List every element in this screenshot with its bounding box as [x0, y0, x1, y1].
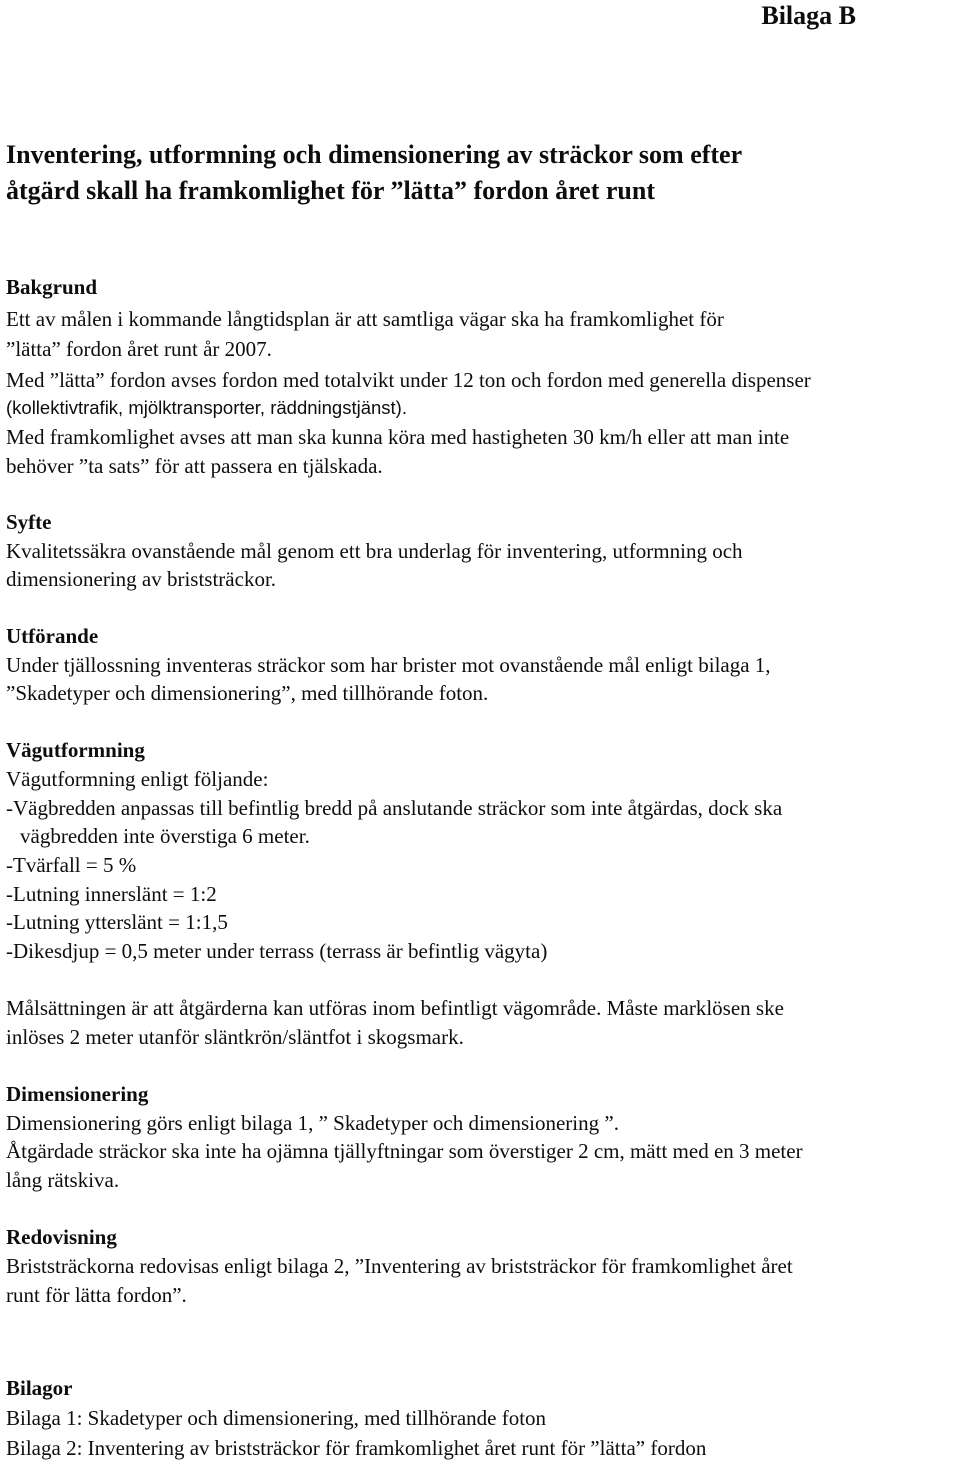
list-item: -Tvärfall = 5 % [6, 853, 137, 877]
list-item: -Vägbredden anpassas till befintlig bredd på anslutande sträckor som inte åtgärdas, dock ska [6, 796, 783, 820]
section-heading-utforande: Utförande [6, 624, 99, 648]
appendix-list-item: Bilaga 2: Inventering av briststräckor för framkomlighet året runt för ”lätta” fordon [6, 1436, 707, 1460]
section-heading-bakgrund: Bakgrund [6, 275, 98, 299]
body-line: Kvalitetssäkra ovanstående mål genom ett bra underlag för inventering, utformning och [6, 539, 743, 563]
body-line: inlöses 2 meter utanför släntkrön/släntfot i skogsmark. [6, 1025, 464, 1049]
list-item: -Lutning innerslänt = 1:2 [6, 882, 217, 906]
body-line: Under tjällossning inventeras sträckor som har brister mot ovanstående mål enligt bilaga 1, [6, 653, 771, 677]
body-line: Målsättningen är att åtgärderna kan utföras inom befintligt vägområde. Måste marklösen ske [6, 996, 784, 1020]
appendix-label: Bilaga B [761, 1, 856, 30]
body-line: Vägutformning enligt följande: [6, 767, 269, 791]
body-line: runt för lätta fordon”. [6, 1283, 187, 1307]
body-line: Med framkomlighet avses att man ska kunna köra med hastigheten 30 km/h eller att man inte [6, 425, 790, 449]
body-line: Ett av målen i kommande långtidsplan är att samtliga vägar ska ha framkomlighet för [6, 307, 724, 331]
section-heading-syfte: Syfte [6, 510, 52, 534]
list-item-continuation: vägbredden inte överstiga 6 meter. [20, 824, 310, 848]
body-line: (kollektivtrafik, mjölktransporter, räddningstjänst). [6, 397, 407, 418]
list-item: -Lutning ytterslänt = 1:1,5 [6, 910, 228, 934]
body-line: behöver ”ta sats” för att passera en tjälskada. [6, 454, 383, 478]
body-line: dimensionering av briststräckor. [6, 567, 277, 591]
document-title-line-2: åtgärd skall ha framkomlighet för ”lätta” fordon året runt [6, 176, 655, 205]
document-title-line-1: Inventering, utformning och dimensionering av sträckor som efter [6, 140, 743, 169]
section-heading-vagutformning: Vägutformning [6, 738, 145, 762]
body-line: Med ”lätta” fordon avses fordon med totalvikt under 12 ton och fordon med generella dispenser [6, 368, 811, 392]
section-heading-redovisning: Redovisning [6, 1225, 117, 1249]
section-heading-bilagor: Bilagor [6, 1376, 73, 1400]
section-heading-dimensionering: Dimensionering [6, 1082, 149, 1106]
body-line: ”Skadetyper och dimensionering”, med tillhörande foton. [6, 681, 489, 705]
body-line: ”lätta” fordon året runt år 2007. [6, 337, 272, 361]
appendix-list-item: Bilaga 1: Skadetyper och dimensionering, med tillhörande foton [6, 1406, 547, 1430]
body-line: Briststräckorna redovisas enligt bilaga 2, ”Inventering av briststräckor för framkomlighet året [6, 1254, 793, 1278]
body-line: Dimensionering görs enligt bilaga 1, ” Skadetyper och dimensionering ”. [6, 1111, 619, 1135]
body-line: lång rätskiva. [6, 1168, 120, 1192]
body-line: Åtgärdade sträckor ska inte ha ojämna tjällyftningar som överstiger 2 cm, mätt med en 3 meter [6, 1139, 803, 1163]
list-item: -Dikesdjup = 0,5 meter under terrass (terrass är befintlig vägyta) [6, 939, 548, 963]
